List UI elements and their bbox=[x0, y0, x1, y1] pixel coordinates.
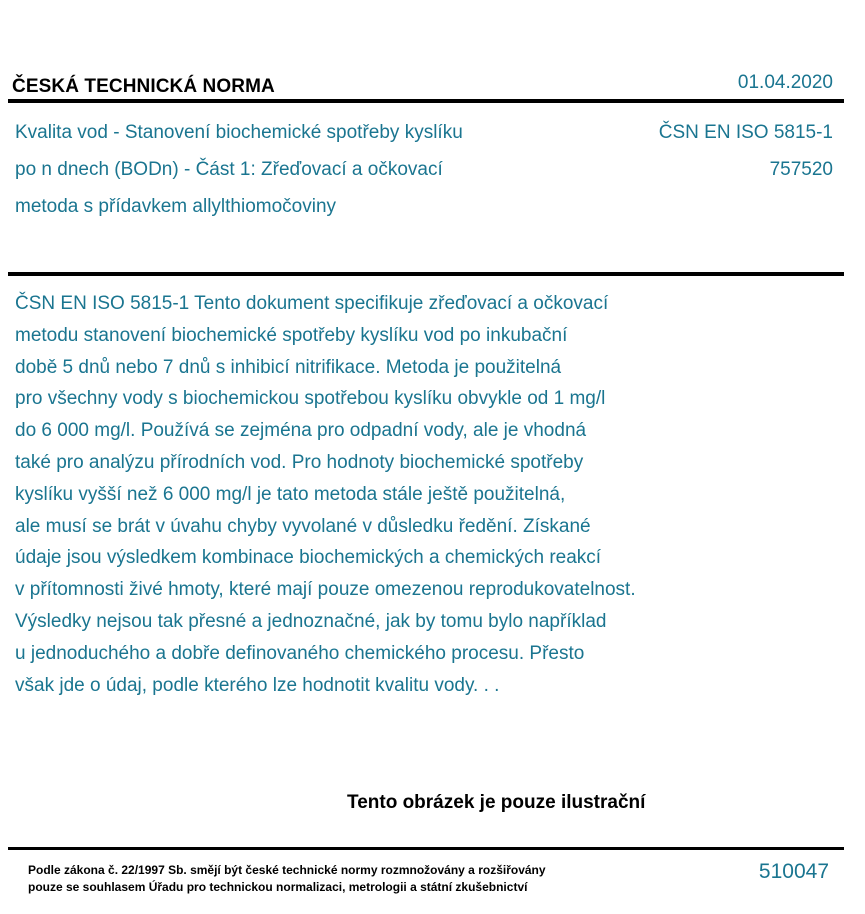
abstract-line: do 6 000 mg/l. Používá se zejména pro odpadní vody, ale je vhodná bbox=[15, 420, 587, 442]
document-title-line: metoda s přídavkem allylthiomočoviny bbox=[15, 196, 337, 217]
legal-notice-line: Podle zákona č. 22/1997 Sb. smějí být české technické normy rozmnožovány a rozšiřovány bbox=[28, 863, 546, 877]
abstract-line: ale musí se brát v úvahu chyby vyvolané v důsledku ředění. Získané bbox=[15, 515, 591, 537]
abstract-text bbox=[15, 288, 845, 701]
header-divider bbox=[8, 99, 844, 103]
footer-divider bbox=[8, 847, 844, 850]
abstract-line: v přítomnosti živé hmoty, které mají pouze omezenou reprodukovatelnost. bbox=[15, 579, 636, 601]
abstract-line: ČSN EN ISO 5815-1 Tento dokument specifikuje zřeďovací a očkovací bbox=[15, 293, 609, 314]
abstract-line: Výsledky nejsou tak přesné a jednoznačné, jak by tomu bylo například bbox=[15, 610, 607, 632]
abstract-line: metodu stanovení biochemické spotřeby kyslíku vod po inkubační bbox=[15, 324, 568, 346]
standard-type-heading: ČESKÁ TECHNICKÁ NORMA bbox=[12, 76, 275, 97]
section-divider bbox=[8, 272, 844, 276]
abstract-line: však jde o údaj, podle kterého lze hodnotit kvalitu vody. . . bbox=[15, 674, 500, 696]
abstract-line: u jednoduchého a dobře definovaného chemického procesu. Přesto bbox=[15, 642, 585, 664]
abstract-line: také pro analýzu přírodních vod. Pro hodnoty biochemické spotřeby bbox=[15, 451, 584, 473]
abstract-line: údaje jsou výsledkem kombinace biochemických a chemických reakcí bbox=[15, 547, 602, 569]
legal-notice-line: pouze se souhlasem Úřadu pro technickou normalizaci, metrologii a státní zkušebnictví bbox=[28, 880, 528, 894]
document-title-line: Kvalita vod - Stanovení biochemické spotřeby kyslíku bbox=[15, 122, 463, 143]
legal-notice bbox=[28, 862, 546, 896]
abstract-line: kyslíku vyšší než 6 000 mg/l je tato metoda stále ještě použitelná, bbox=[15, 483, 566, 505]
catalog-code: 510047 bbox=[758, 860, 829, 883]
document-title bbox=[15, 114, 575, 225]
standard-number: ČSN EN ISO 5815-1 bbox=[658, 122, 833, 143]
abstract-line: pro všechny vody s biochemickou spotřebou kyslíku obvykle od 1 mg/l bbox=[15, 388, 606, 410]
publication-date: 01.04.2020 bbox=[737, 72, 833, 93]
document-title-line: po n dnech (BODn) - Část 1: Zřeďovací a očkovací bbox=[15, 159, 443, 180]
abstract-line: době 5 dnů nebo 7 dnů s inhibicí nitrifikace. Metoda je použitelná bbox=[15, 356, 562, 378]
class-code: 757520 bbox=[769, 159, 833, 180]
illustration-notice: Tento obrázek je pouze ilustrační bbox=[347, 792, 646, 813]
document-identifiers bbox=[659, 114, 833, 188]
